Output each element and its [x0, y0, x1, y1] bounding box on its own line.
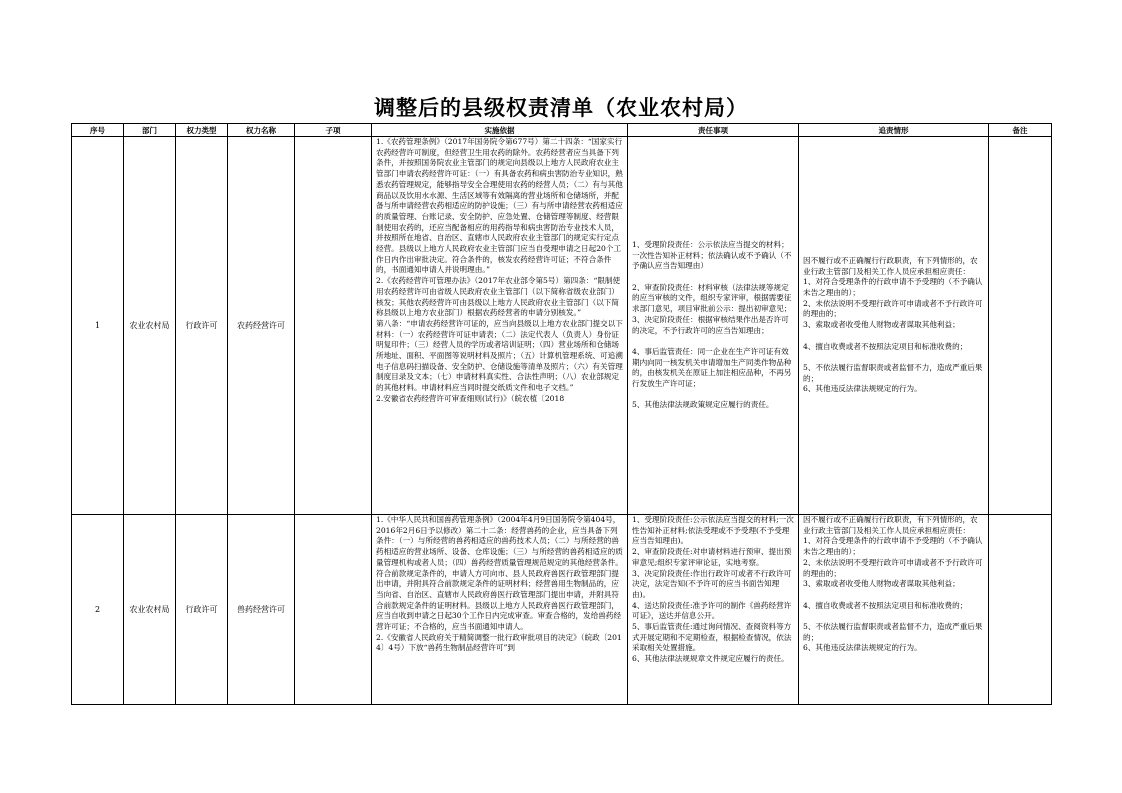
header-no: 序号: [72, 124, 124, 137]
row-accountability: 因不履行或不正确履行行政职责，有下列情形的，农业行政主管部门及相关工作人员应承担相应责任： 1、对符合受理条件的行政申请不予受理的（不予确认未告之理由的）； 2、未依法说明不受理行政许可申请或者不予行政许可的理由的； 3、索取或者收受他人财物或者谋取其他利益； 4、擅自收费或者不按照法定项目和标准收费的； 5、不依法履行监督职责或者监督不力，造成严重后果的； 6、其他违反法律法规规定的行为。: [803, 515, 983, 653]
row-duty-cell: [628, 137, 799, 515]
header-type: 权力类型: [176, 124, 228, 137]
row-dept: 农业农村局: [124, 515, 176, 705]
header-basis: 实施依据: [372, 124, 628, 137]
header-dept: 部门: [124, 124, 176, 137]
row-note: [989, 515, 1052, 705]
row-type: 行政许可: [176, 515, 228, 705]
row-note: [989, 137, 1052, 515]
row-accountability-cell: [799, 515, 989, 705]
table-row: [72, 515, 1052, 705]
header-row: [72, 124, 1052, 137]
row-dept: 农业农村局: [124, 137, 176, 515]
header-accountability: 追责情形: [799, 124, 989, 137]
row-basis: 1.《中华人民共和国兽药管理条例》（2004年4月9日国务院令第404号，2016年2月6日予以修改）第二十二条：经营兽药的企业，应当具备下列条件：（一）与所经营的兽药相适应的兽药技术人员；（二）与所经营的兽药相适应的营业场所、设备、仓库设施；（三）与所经营的兽药相适应的质量管理机构或者人员；（四）兽药经营质量管理规范规定的其他经营条件。符合前款规定条件的，申请人方可向市、县人民政府兽医行政管理部门提出申请，并附具符合前款规定条件的证明材料；经营兽用生物制品的，应当向省、自治区、直辖市人民政府兽医行政管理部门提出申请，并附具符合前款规定条件的证明材料。县级以上地方人民政府兽医行政管理部门，应当自收到申请之日起30个工作日内完成审查。审查合格的，发给兽药经营许可证；不合格的，应当书面通知申请人。 2.《安徽省人民政府关于精简调整一批行政审批项目的决定》（皖政〔2014〕4号）下放“兽药生物制品经营许可”到: [376, 515, 623, 653]
header-note: 备注: [989, 124, 1052, 137]
row-type: 行政许可: [176, 137, 228, 515]
row-basis-cell: [372, 137, 628, 515]
responsibility-table: [71, 123, 1052, 705]
row-duty: 1、受理阶段责任：公示依法应当提交的材料；一次性告知补正材料；依法确认或不予确认（不予确认应当告知理由） 2、审查阶段责任：材料审核（法律法规等规定的应当审核的文件，组织专家评审，根据需要征求部门意见，项目审批前公示：提出初审意见； 3、决定阶段责任：根据审核结果作出是否许可的决定，不予行政许可的应当告知理由； 4、事后监管责任：同一企业在生产许可证有效期内向同一核发机关申请增加生产同类作物品种的，由核发机关在原证上加注相应品种，不再另行发放生产许可证； 5、其他法律法规政策规定应履行的责任。: [632, 239, 792, 410]
header-sub: 子项: [295, 124, 372, 137]
row-basis: 1.《农药管理条例》（2017年国务院令第677号）第二十四条：“国家实行农药经营许可制度，但经营卫生用农药的除外。农药经营者应当具备下列条件，并按照国务院农业主管部门的规定向县级以上地方人民政府农业主管部门申请农药经营许可证：（一）有具备农药和病虫害防治专业知识，熟悉农药管理规定，能够指导安全合理使用农药的经营人员；（二）有与其他商品以及饮用水水源、生活区域等有效隔离的营业场所和仓储场所，并配备与所申请经营农药相适应的防护设施；（三）有与所申请经营农药相适应的质量管理、台账记录、安全防护、应急处置、仓储管理等制度、经营限制使用农药的，还应当配备相应的用药指导和病虫害防治专业技术人员，并按照所在地省、自治区、直辖市人民政府农业主管部门的规定实行定点经营。县级以上地方人民政府农业主管部门应当自受理申请之日起20个工作日内作出审批决定。符合条件的，核发农药经营许可证；不符合条件的，书面通知申请人并说明理由。” 2.《农药经营许可管理办法》（2017年农业部令第5号）第四条：“限制使用农药经营许可由省级人民政府农业主管部门（以下简称省级农业部门）核发；其他农药经营许可由县级以上地方人民政府农业主管部门（以下简称县级以上地方农业部门）根据农药经营者的申请分别核发。” 第八条：“申请农药经营许可证的，应当向县级以上地方农业部门提交以下材料：（一）农药经营许可证申请表；（二）法定代表人（负责人）身份证明复印件；（三）经营人员的学历或者培训证明；（四）营业场所和仓储场所地址、面积、平面图等说明材料及照片；（五）计算机管理系统、可追溯电子信息码扫描设备、安全防护、仓储设施等清单及照片；（六）有关管理制度目录及文本；（七）申请材料真实性、合法性声明；（八）农业部规定的其他材料。申请材料应当同时提交纸质文件和电子文档。” 2.安徽省农药经营许可审查细则(试行)》（皖农植〔2018: [376, 137, 623, 403]
row-duty: 1、受理阶段责任:公示依法应当提交的材料;一次性告知补正材料;依法受理或不予受理(不予受理应当告知理由)。 2、审查阶段责任:对申请材料进行预审、提出预审意见;组织专家评审论证，实地考察。 3、决定阶段责任:作出行政许可或者不行政许可决定，法定告知(不予许可的应当书面告知理由)。 4、送达阶段责任:准予许可的制作《兽药经营许可证》，送达并信息公开。 5、事后监管责任:通过询问情况、查阅资料等方式开展定期和不定期检查，根据检查情况，依法采取相关处置措施。 6、其他法律法规规章文件规定应履行的责任。: [632, 515, 794, 664]
row-accountability-cell: [799, 137, 989, 515]
header-name: 权力名称: [228, 124, 295, 137]
row-name: 农药经营许可: [228, 137, 295, 515]
row-sub: [295, 137, 372, 515]
page-title: 调整后的县级权责清单（农业农村局）: [374, 95, 748, 120]
row-name: 兽药经营许可: [228, 515, 295, 705]
row-no: 1: [72, 137, 124, 515]
table-row: [72, 137, 1052, 515]
row-basis-cell: [372, 515, 628, 705]
row-duty-cell: [628, 515, 799, 705]
row-sub: [295, 515, 372, 705]
header-duty: 责任事项: [628, 124, 799, 137]
row-accountability: 因不履行或不正确履行行政职责，有下列情形的，农业行政主管部门及相关工作人员应承担相应责任： 1、对符合受理条件的行政申请不予受理的（不予确认未告之理由的）； 2、未依法说明不受理行政许可申请或者不予行政许可的理由的； 3、索取或者收受他人财物或者谋取其他利益； 4、擅自收费或者不按照法定项目和标准收费的； 5、不依法履行监督职责或者监督不力，造成严重后果的； 6、其他违反法律法规规定的行为。: [803, 255, 983, 394]
row-no: 2: [72, 515, 124, 705]
